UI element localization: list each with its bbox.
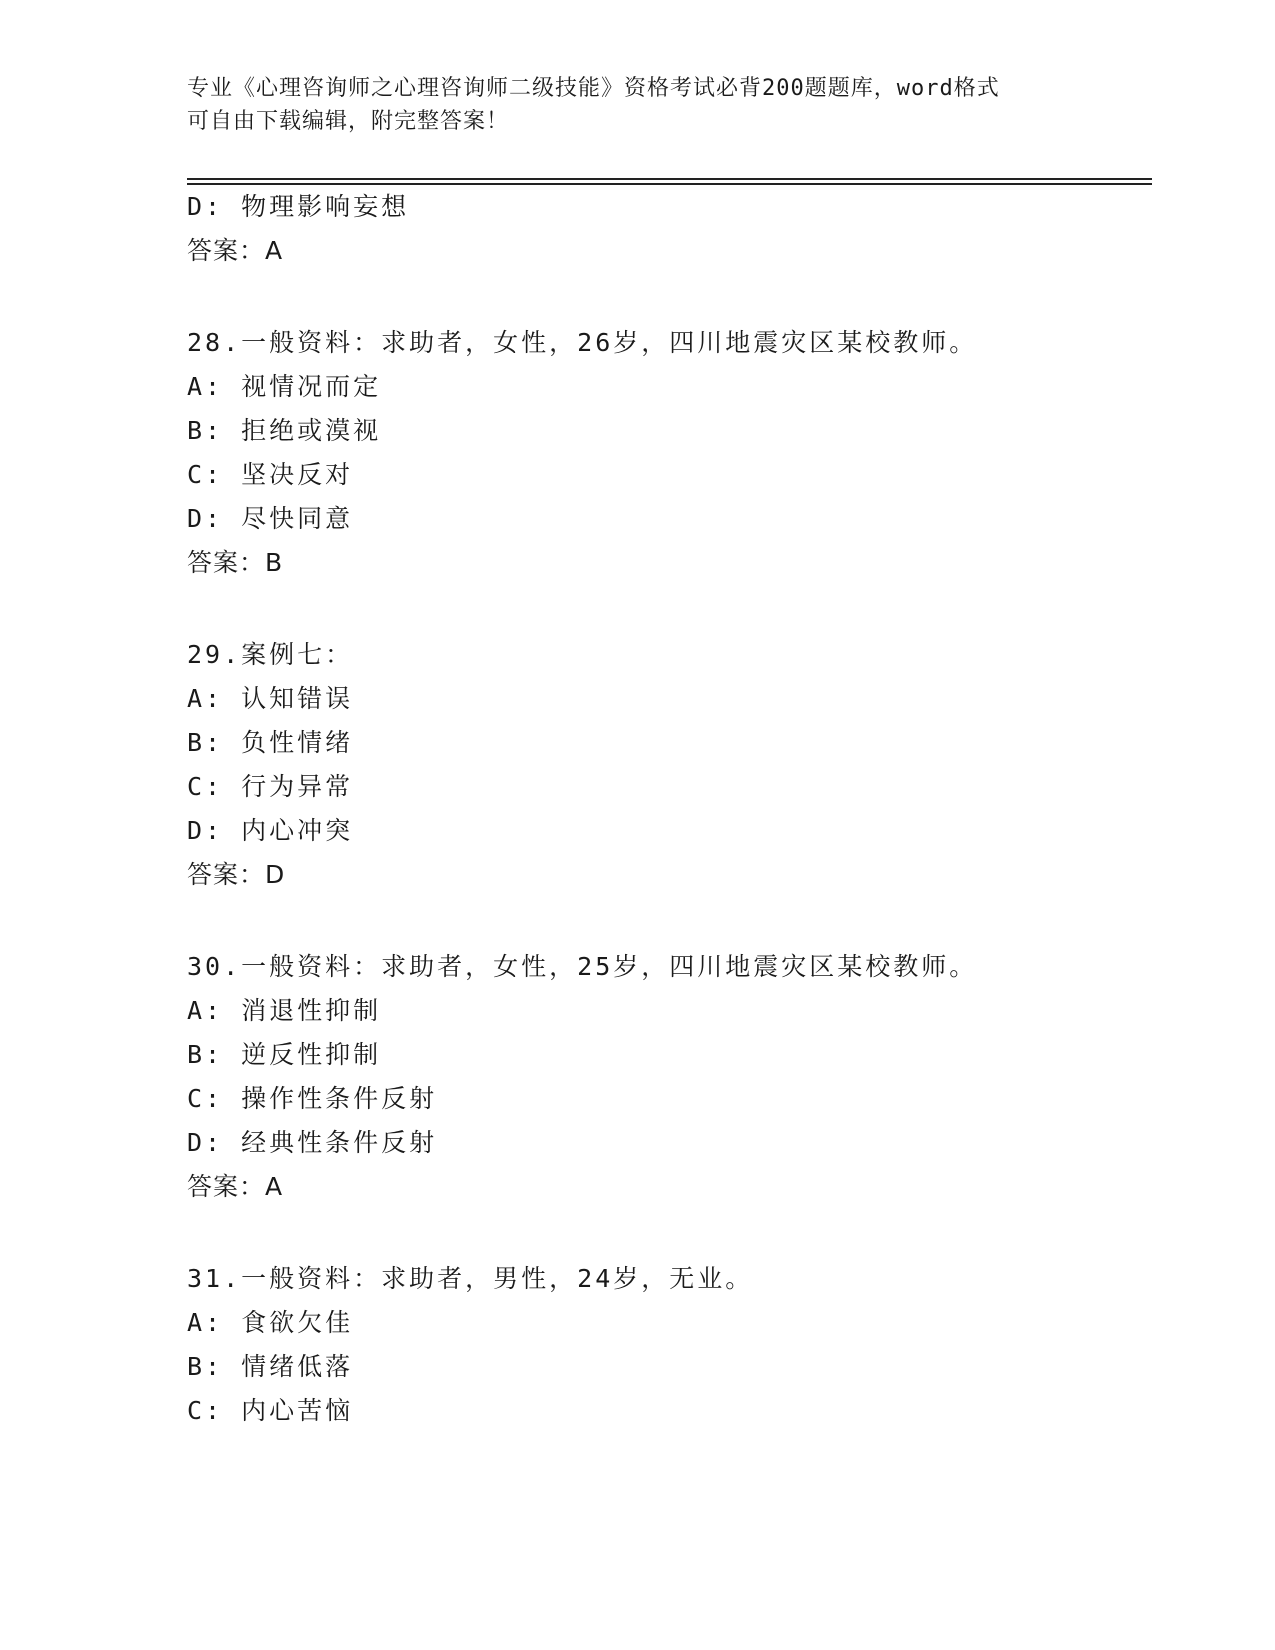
q29-option-b: B: 负性情绪 bbox=[187, 728, 354, 757]
q28-option-d: D: 尽快同意 bbox=[187, 504, 354, 533]
header-rule-bottom bbox=[187, 183, 1152, 185]
q29-option-d: D: 内心冲突 bbox=[187, 816, 354, 845]
q30-answer: 答案：A bbox=[187, 1172, 284, 1201]
header-rule-top bbox=[187, 178, 1152, 180]
q30-option-a: A: 消退性抑制 bbox=[187, 996, 382, 1025]
q30-option-d: D: 经典性条件反射 bbox=[187, 1128, 438, 1157]
q28-answer: 答案：B bbox=[187, 548, 284, 577]
question-31: 31.一般资料：求助者，男性，24岁，无业。 bbox=[187, 1264, 754, 1293]
question-30: 30.一般资料：求助者，女性，25岁，四川地震灾区某校教师。 bbox=[187, 952, 978, 981]
q29-option-c: C: 行为异常 bbox=[187, 772, 354, 801]
q28-option-b: B: 拒绝或漠视 bbox=[187, 416, 382, 445]
answer: 答案：A bbox=[187, 236, 284, 265]
question-28: 28.一般资料：求助者，女性，26岁，四川地震灾区某校教师。 bbox=[187, 328, 978, 357]
q31-option-c: C: 内心苦恼 bbox=[187, 1396, 354, 1425]
document-header bbox=[187, 72, 1087, 138]
q28-option-a: A: 视情况而定 bbox=[187, 372, 382, 401]
question-29: 29.案例七： bbox=[187, 640, 354, 669]
q30-option-b: B: 逆反性抑制 bbox=[187, 1040, 382, 1069]
q28-option-c: C: 坚决反对 bbox=[187, 460, 354, 489]
option-d: D: 物理影响妄想 bbox=[187, 192, 410, 221]
header-line-2: 可自由下载编辑，附完整答案！ bbox=[187, 109, 510, 134]
q29-answer: 答案：D bbox=[187, 860, 286, 889]
q29-option-a: A: 认知错误 bbox=[187, 684, 354, 713]
q31-option-b: B: 情绪低落 bbox=[187, 1352, 354, 1381]
q31-option-a: A: 食欲欠佳 bbox=[187, 1308, 354, 1337]
header-line-1: 专业《心理咨询师之心理咨询师二级技能》资格考试必背200题题库，word格式 bbox=[187, 76, 1000, 101]
q30-option-c: C: 操作性条件反射 bbox=[187, 1084, 438, 1113]
